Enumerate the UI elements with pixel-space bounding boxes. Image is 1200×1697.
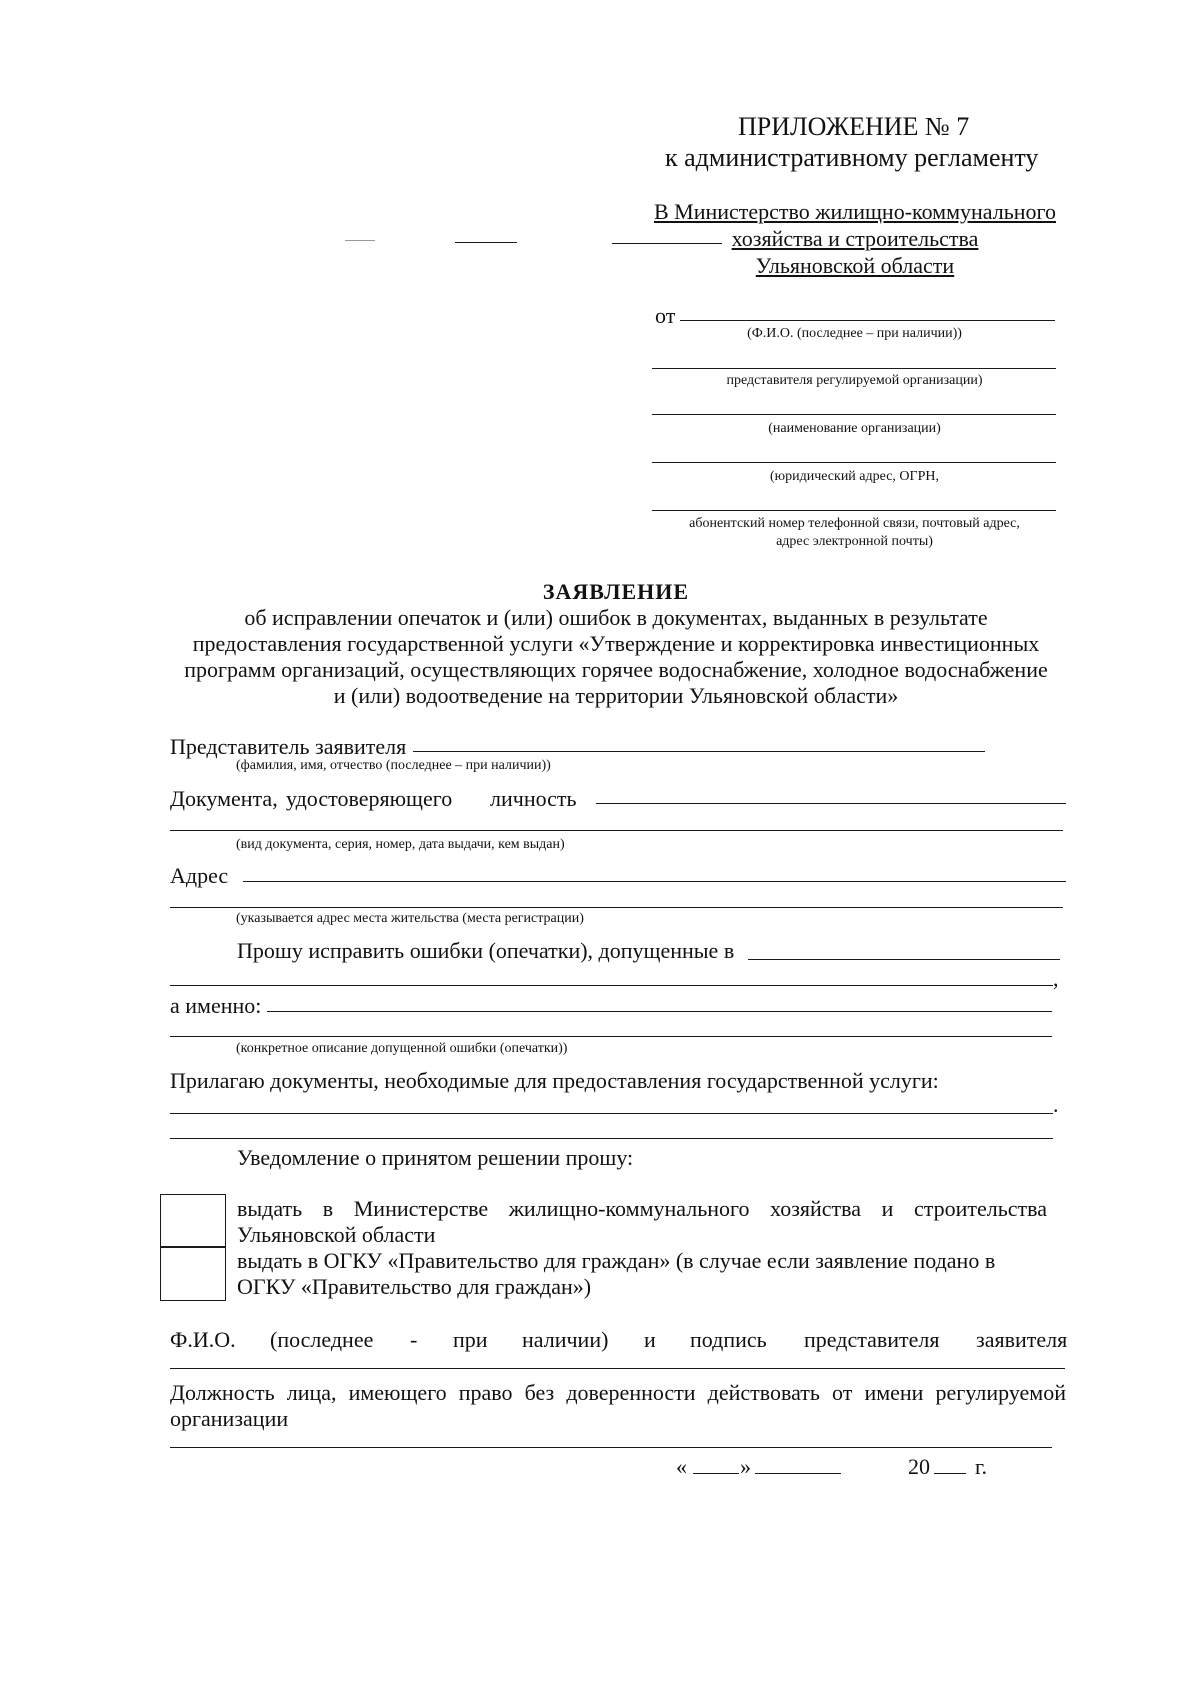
representative-org-field[interactable] (652, 368, 1056, 369)
signature-word-4: при (453, 1327, 488, 1352)
address-field-line-2[interactable] (170, 907, 1063, 908)
request-document-field-line-2[interactable] (170, 985, 1053, 986)
address-hint: (указывается адрес места жительства (места регистрации) (236, 911, 584, 926)
attach-field[interactable] (170, 1113, 1053, 1114)
option-ogku-line-1: выдать в ОГКУ «Правительство для граждан» (в случае если заявление подано в (237, 1248, 996, 1273)
date-open-quote: « (676, 1454, 687, 1479)
representative-label: Представитель заявителя (170, 734, 407, 759)
signature-word-6: и (644, 1327, 656, 1352)
hint-org-name: (наименование организации) (768, 421, 941, 436)
option-ogku-line-2: ОГКУ «Правительство для граждан») (237, 1274, 592, 1299)
title-line-3: программ организаций, осуществляющих горячее водоснабжение, холодное водоснабжение (184, 657, 1048, 682)
hint-contacts-1: абонентский номер телефонной связи, почтовый адрес, (689, 516, 1020, 531)
id-doc-word-1: Документа, (170, 786, 278, 811)
namely-label: а именно: (170, 993, 262, 1018)
representative-fio-field[interactable] (413, 751, 985, 752)
id-doc-hint: (вид документа, серия, номер, дата выдачи, кем выдан) (236, 837, 565, 852)
option-ministry-line-1: выдать в Министерстве жилищно-коммунального хозяйства и строительства (237, 1196, 1047, 1221)
id-doc-word-3: личность (490, 786, 577, 811)
hint-fio: (Ф.И.О. (последнее – при наличии)) (747, 326, 962, 341)
recipient-line-1: В Министерство жилищно-коммунального (653, 199, 1057, 224)
date-day-field[interactable] (693, 1473, 739, 1474)
legal-address-field[interactable] (652, 462, 1056, 463)
signature-word-2: (последнее (270, 1327, 374, 1352)
address-field[interactable] (243, 881, 1066, 882)
scan-mark (612, 243, 722, 244)
attach-field-line-2[interactable] (170, 1138, 1053, 1139)
signature-field[interactable] (170, 1368, 1065, 1369)
appendix-subtitle: к административному регламенту (665, 143, 1039, 172)
id-doc-field-line-2[interactable] (170, 830, 1063, 831)
org-name-field[interactable] (652, 414, 1056, 415)
namely-field[interactable] (267, 1011, 1052, 1012)
recipient-line-3: Ульяновской области (755, 253, 955, 278)
appendix-title: ПРИЛОЖЕНИЕ № 7 (738, 112, 970, 141)
signature-word-9: заявителя (976, 1327, 1068, 1352)
recipient-line-2: хозяйства и строительства (731, 226, 979, 251)
attach-period: . (1053, 1092, 1059, 1117)
signature-word-1: Ф.И.О. (170, 1327, 236, 1352)
title-line-4: и (или) водоотведение на территории Ульяновской области» (333, 683, 899, 708)
signature-word-8: представителя (804, 1327, 940, 1352)
hint-representative: представителя регулируемой организации) (726, 373, 983, 388)
id-doc-word-2: удостоверяющего (286, 786, 453, 811)
position-field[interactable] (170, 1447, 1052, 1448)
from-fio-field[interactable] (680, 320, 1055, 321)
title-line-1: об исправлении опечаток и (или) ошибок в документах, выданных в результате (244, 605, 988, 630)
date-year-suffix: г. (975, 1454, 988, 1479)
address-label: Адрес (170, 863, 229, 888)
scan-mark (345, 240, 375, 241)
request-comma: , (1053, 966, 1059, 991)
id-doc-field[interactable] (596, 803, 1066, 804)
hint-legal-address: (юридический адрес, ОГРН, (769, 469, 940, 484)
signature-word-3: - (410, 1327, 418, 1352)
request-label: Прошу исправить ошибки (опечатки), допущенные в (237, 938, 735, 963)
document-heading: ЗАЯВЛЕНИЕ (542, 579, 690, 604)
namely-field-line-2[interactable] (170, 1036, 1052, 1037)
notify-label: Уведомление о принятом решении прошу: (237, 1145, 634, 1170)
date-month-field[interactable] (755, 1473, 841, 1474)
signature-word-7: подпись (690, 1327, 767, 1352)
title-line-2: предоставления государственной услуги «Утверждение и корректировка инвестиционных (192, 631, 1040, 656)
attach-label: Прилагаю документы, необходимые для предоставления государственной услуги: (170, 1068, 939, 1093)
date-year-prefix: 20 (908, 1454, 930, 1479)
from-label: от (655, 303, 676, 328)
namely-hint: (конкретное описание допущенной ошибки (опечатки)) (236, 1041, 568, 1056)
date-year-field[interactable] (934, 1473, 966, 1474)
option-ogku-checkbox[interactable] (160, 1246, 226, 1301)
position-line-1: Должность лица, имеющего право без доверенности действовать от имени регулируемой (170, 1380, 1066, 1405)
option-ministry-line-2: Ульяновской области (237, 1222, 436, 1247)
representative-hint: (фамилия, имя, отчество (последнее – при наличии)) (236, 758, 551, 773)
scan-mark (455, 242, 517, 243)
signature-word-5: наличии) (522, 1327, 609, 1352)
position-line-2: организации (170, 1406, 289, 1431)
request-document-field[interactable] (748, 959, 1060, 960)
date-close-quote: » (740, 1454, 751, 1479)
hint-contacts-2: адрес электронной почты) (776, 534, 933, 549)
option-ministry-checkbox[interactable] (160, 1194, 226, 1248)
contacts-field[interactable] (652, 510, 1056, 511)
